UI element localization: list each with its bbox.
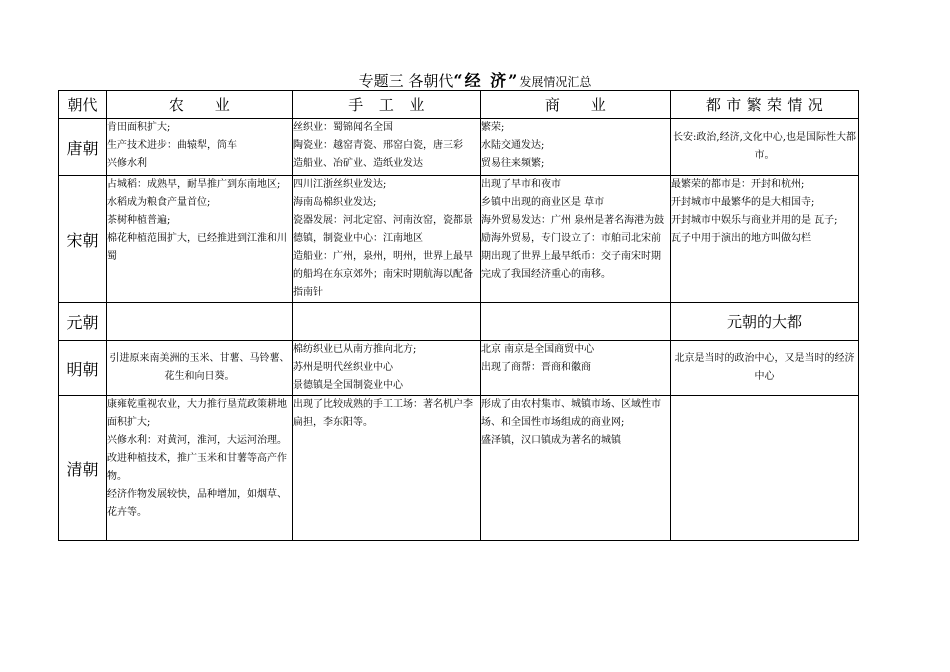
list-item: 长安:政治,经济,文化中心,也是国际性大都市。	[673, 132, 856, 161]
dynasty-cell: 元朝	[59, 303, 107, 341]
agriculture-cell	[107, 341, 293, 396]
handicraft-cell	[293, 341, 481, 396]
agriculture-cell	[107, 396, 293, 541]
list-item: 造船业：广州，泉州，明州，世界上最早的船坞在东京郊外；南宋时期航海以配备指南针	[293, 251, 473, 298]
list-item: 生产技术进步：曲辕犁，筒车	[107, 140, 237, 151]
city-cell	[671, 396, 859, 541]
table-row	[59, 303, 859, 341]
list-item: 北京 南京是全国商贸中心	[481, 344, 595, 355]
list-item: 兴修水利	[107, 158, 147, 169]
city-cell	[671, 176, 859, 303]
list-item: 开封城市中最繁华的是大相国寺;	[671, 197, 815, 208]
city-cell	[671, 341, 859, 396]
list-item: 经济作物发展较快，品种增加，如烟草、花卉等。	[107, 489, 287, 518]
city-cell: 元朝的大都	[671, 303, 859, 341]
agriculture-cell	[107, 303, 293, 341]
page-title	[0, 72, 950, 91]
list-item: 景德镇是全国制瓷业中心	[293, 380, 403, 391]
list-item: 出现了商帮：晋商和徽商	[481, 362, 591, 373]
list-item: 康雍乾重视农业，大力推行垦荒政策耕地面积扩大;	[107, 399, 287, 428]
dynasty-cell: 清朝	[59, 396, 107, 541]
list-item: 盛泽镇，汉口镇成为著名的城镇	[481, 435, 621, 446]
list-item: 出现了比较成熟的手工工场：著名机户李扁担，李东阳等。	[293, 399, 473, 428]
list-item: 繁荣;	[481, 122, 505, 133]
table-row	[59, 119, 859, 176]
list-item: 水陆交通发达;	[481, 140, 545, 151]
title-main: 专题三 各朝代	[358, 72, 454, 90]
commerce-cell	[481, 119, 671, 176]
handicraft-cell	[293, 303, 481, 341]
header-dynasty: 朝代	[59, 91, 107, 119]
list-item: 丝织业：蜀锦闻名全国	[293, 122, 393, 133]
header-agriculture: 农 业	[107, 91, 293, 119]
commerce-cell	[481, 396, 671, 541]
commerce-cell	[481, 176, 671, 303]
list-item: 四川江浙丝织业发达;	[293, 179, 387, 190]
list-item: 海南岛棉织业发达;	[293, 197, 377, 208]
list-item: 陶瓷业：越窑青瓷、邢窑白瓷，唐三彩	[293, 140, 463, 151]
agriculture-cell	[107, 176, 293, 303]
agriculture-cell	[107, 119, 293, 176]
list-item: 肯田面积扩大;	[107, 122, 171, 133]
table-row	[59, 341, 859, 396]
list-item: 茶树种植普遍;	[107, 215, 171, 226]
handicraft-cell	[293, 119, 481, 176]
list-item: 占城稻：成熟早，耐旱推广到东南地区;	[107, 179, 281, 190]
table-row	[59, 176, 859, 303]
dynasty-cell: 宋朝	[59, 176, 107, 303]
list-item: 瓷器发展：河北定窑、河南汝窑，瓷都景德镇，制瓷业中心：江南地区	[293, 215, 473, 244]
list-item: 苏州是明代丝织业中心	[293, 362, 393, 373]
dynasty-cell: 唐朝	[59, 119, 107, 176]
list-item: 最繁荣的都市是：开封和杭州;	[671, 179, 805, 190]
list-item: 开封城市中娱乐与商业并用的是 瓦子;	[671, 215, 838, 226]
commerce-cell	[481, 341, 671, 396]
list-item: 贸易往来频繁;	[481, 158, 545, 169]
list-item: 水稻成为粮食产量首位;	[107, 197, 211, 208]
economy-table	[58, 90, 859, 541]
header-commerce: 商 业	[481, 91, 671, 119]
commerce-cell	[481, 303, 671, 341]
list-item: 引进原来南美洲的玉米、甘薯、马铃薯、花生和向日葵。	[109, 353, 290, 382]
list-item: 形成了由农村集市、城镇市场、区域性市场、和全国性市场组成的商业网;	[481, 399, 661, 428]
list-item: 出现了早市和夜市	[481, 179, 561, 190]
title-emphasis: “经 济”	[453, 71, 520, 90]
list-item: 棉纺织业已从南方推向北方;	[293, 344, 417, 355]
list-item: 瓦子中用于演出的地方叫做勾栏	[671, 233, 811, 244]
list-item: 造船业、冶矿业、造纸业发达	[293, 158, 423, 169]
list-item: 北京是当时的政治中心，又是当时的经济中心	[674, 353, 855, 382]
title-suffix: 发展情况汇总	[519, 75, 592, 89]
header-handicraft: 手 工 业	[293, 91, 481, 119]
list-item: 兴修水利：对黄河，淮河，大运河治理。	[107, 435, 287, 446]
dynasty-cell: 明朝	[59, 341, 107, 396]
list-item: 改进种植技术，推广玉米和甘薯等高产作物。	[107, 453, 287, 482]
list-item: 棉花种植范围扩大，已经推进到江淮和川蜀	[107, 233, 287, 262]
handicraft-cell	[293, 396, 481, 541]
list-item: 海外贸易发达：广州 泉州是著名海港为鼓励海外贸易，专门设立了：市舶司北宋前期出现了世界上最早纸币：交子南宋时期完成了我国经济重心的南移。	[481, 215, 665, 280]
table-row	[59, 396, 859, 541]
list-item: 乡镇中出现的商业区是 草市	[481, 197, 605, 208]
handicraft-cell	[293, 176, 481, 303]
header-city: 都 市 繁 荣 情 况	[671, 91, 859, 119]
city-cell	[671, 119, 859, 176]
header-row	[59, 91, 859, 119]
